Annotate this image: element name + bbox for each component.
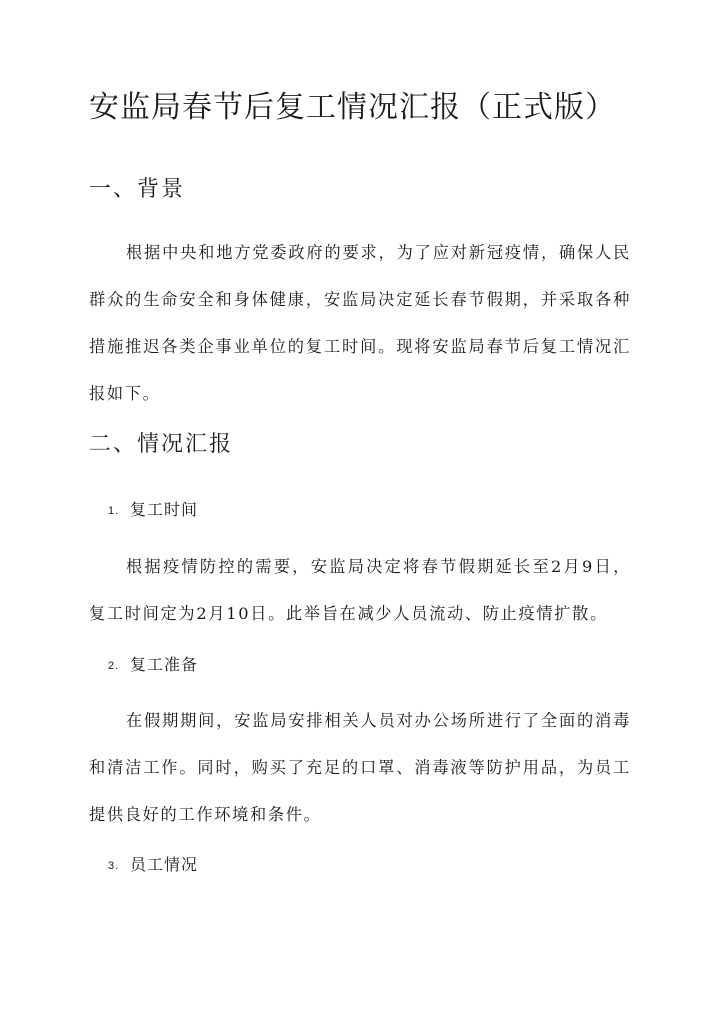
section-heading-report: 二、情况汇报 <box>89 432 234 457</box>
section-heading-background: 一、背景 <box>89 177 186 202</box>
subheading-resume-time <box>108 498 198 523</box>
resume-time-paragraph: 根据疫情防控的需要，安监局决定将春节假期延长至2月9日，复工时间定为2月10日。此举旨在减少人员流动、防止疫情扩散。 <box>89 557 631 623</box>
subheading-label: 复工准备 <box>130 655 199 674</box>
document-title: 安监局春节后复工情况汇报（正式版） <box>89 90 616 125</box>
resume-preparation-paragraph: 在假期期间，安监局安排相关人员对办公场所进行了全面的消毒和清洁工作。同时，购买了充足的口罩、消毒液等防护用品，为员工提供良好的工作环境和条件。 <box>89 711 631 824</box>
background-paragraph: 根据中央和地方党委政府的要求，为了应对新冠疫情，确保人民群众的生命安全和身体健康，安监局决定延长春节假期，并采取各种措施推迟各类企事业单位的复工时间。现将安监局春节后复工情况汇报如下。 <box>89 243 631 403</box>
subheading-label: 员工情况 <box>130 855 199 874</box>
list-number: 2. <box>108 660 120 672</box>
list-number: 3. <box>108 860 120 872</box>
subheading-staff-status <box>108 853 198 878</box>
list-number: 1. <box>108 505 120 517</box>
subheading-label: 复工时间 <box>130 500 199 519</box>
subheading-resume-preparation <box>108 653 198 678</box>
